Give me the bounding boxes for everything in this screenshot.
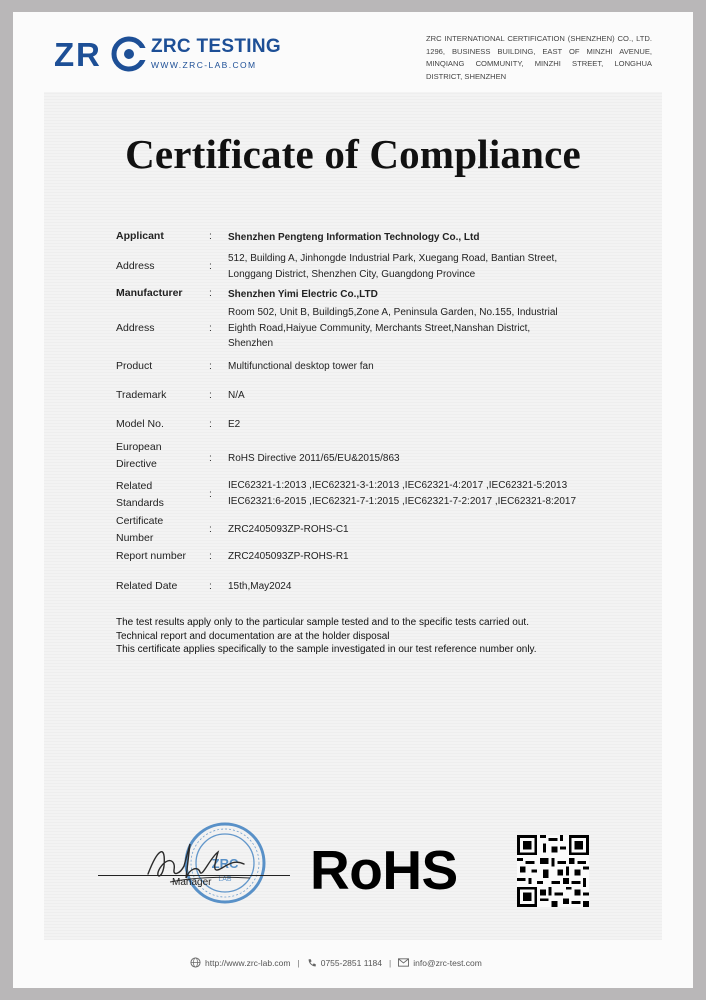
footer-separator: | [389,957,392,968]
svg-text:Z: Z [54,36,75,73]
footer-phone: 0755-2851 1184 [320,957,383,968]
colon: : [209,389,212,401]
address-line: Room 502, Unit B, Building5,Zone A, Peninsula Garden, No.155, Industrial [228,307,558,318]
footer-website[interactable]: http://www.zrc-lab.com [205,957,291,968]
globe-icon [190,957,201,968]
phone-icon [307,958,317,968]
signature-line [98,875,290,876]
note-line: The test results apply only to the particular sample tested and to the specific tests carried out. [116,617,529,628]
related-standards-value [228,478,628,509]
svg-text:LAB: LAB [218,876,232,883]
applicant-address-label: Address [116,260,155,272]
footer-email[interactable]: info@zrc-test.com [413,957,482,968]
note-line: This certificate applies specifically to the sample investigated in our test reference number only. [116,644,537,655]
zrc-logo-mark [54,34,150,74]
european-directive-label [116,439,162,473]
colon: : [209,230,212,242]
report-number-value: ZRC2405093ZP-ROHS-R1 [228,551,349,562]
colon: : [209,260,212,272]
svg-text:R: R [76,36,100,73]
label-line: Certificate [116,515,164,527]
address-line: Shenzhen [228,338,274,349]
certificate-notes [116,616,616,657]
address-line: 512, Building A, Jinhongde Industrial Park, Xuegang Road, Bantian Street, [228,253,558,264]
standards-line: IEC62321-1:2013 ,IEC62321-3-1:2013 ,IEC62321-4:2017 ,IEC62321-5:2013 [228,480,568,491]
report-number-label: Report number [116,550,187,562]
brand-name: ZRC TESTING [151,36,281,57]
brand-website: WWW.ZRC-LAB.COM [151,60,257,70]
address-line: Eighth Road,Haiyue Community, Merchants Street,Nanshan District, [228,322,531,334]
svg-text:ZRC: ZRC [211,856,239,871]
manager-label: Manager [172,877,212,888]
manufacturer-address-value [228,305,608,352]
colon: : [209,322,212,334]
company-address: ZRC INTERNATIONAL CERTIFICATION (SHENZHEN) CO., LTD. 1296, BUSINESS BUILDING, EAST OF MINZHI AVENUE, MINQIANG COMMUNITY, MINZHI STREET, LONGHUA DISTRICT, SHENZHEN [426,34,652,81]
rohs-mark: RoHS [310,839,458,901]
related-date-value: 15th,May2024 [228,581,292,592]
trademark-label: Trademark [116,389,167,401]
manufacturer-address-label: Address [116,322,155,334]
qr-code [517,835,589,907]
zrc-logo [54,34,281,74]
label-line: Number [116,532,154,544]
related-standards-label [116,478,164,512]
certificate-number-label [116,513,163,547]
label-line: European [116,441,162,453]
product-value: Multifunctional desktop tower fan [228,361,374,372]
label-line: Directive [116,458,157,470]
model-no-label: Model No. [116,418,164,430]
colon: : [209,550,212,562]
footer-contact [190,957,482,968]
related-date-label: Related Date [116,580,178,592]
european-directive-value: RoHS Directive 2011/65/EU&2015/863 [228,453,400,464]
applicant-address-value [228,251,608,282]
certificate-number-value: ZRC2405093ZP-ROHS-C1 [228,524,349,535]
colon: : [209,452,212,464]
note-line: Technical report and documentation are at the holder disposal [116,630,390,642]
colon: : [209,488,212,500]
mail-icon [398,958,409,967]
model-no-value: E2 [228,419,241,430]
footer-separator: | [297,957,300,968]
label-line: Related [116,480,153,492]
colon: : [209,287,212,299]
trademark-value: N/A [228,390,245,401]
colon: : [209,418,212,430]
applicant-label: Applicant [116,230,164,242]
colon: : [209,523,212,535]
applicant-value: Shenzhen Pengteng Information Technology Co., Ltd [228,232,480,243]
label-line: Standards [116,497,164,509]
colon: : [209,360,212,372]
manufacturer-value: Shenzhen Yimi Electric Co.,LTD [228,289,378,300]
standards-line: IEC62321:6-2015 ,IEC62321-7-1:2015 ,IEC62321-7-2:2017 ,IEC62321-8:2017 [228,495,577,507]
certificate-title: Certificate of Compliance [125,131,581,177]
product-label: Product [116,360,153,372]
manufacturer-label: Manufacturer [116,287,183,299]
colon: : [209,580,212,592]
address-line: Longgang District, Shenzhen City, Guangdong Province [228,268,476,280]
